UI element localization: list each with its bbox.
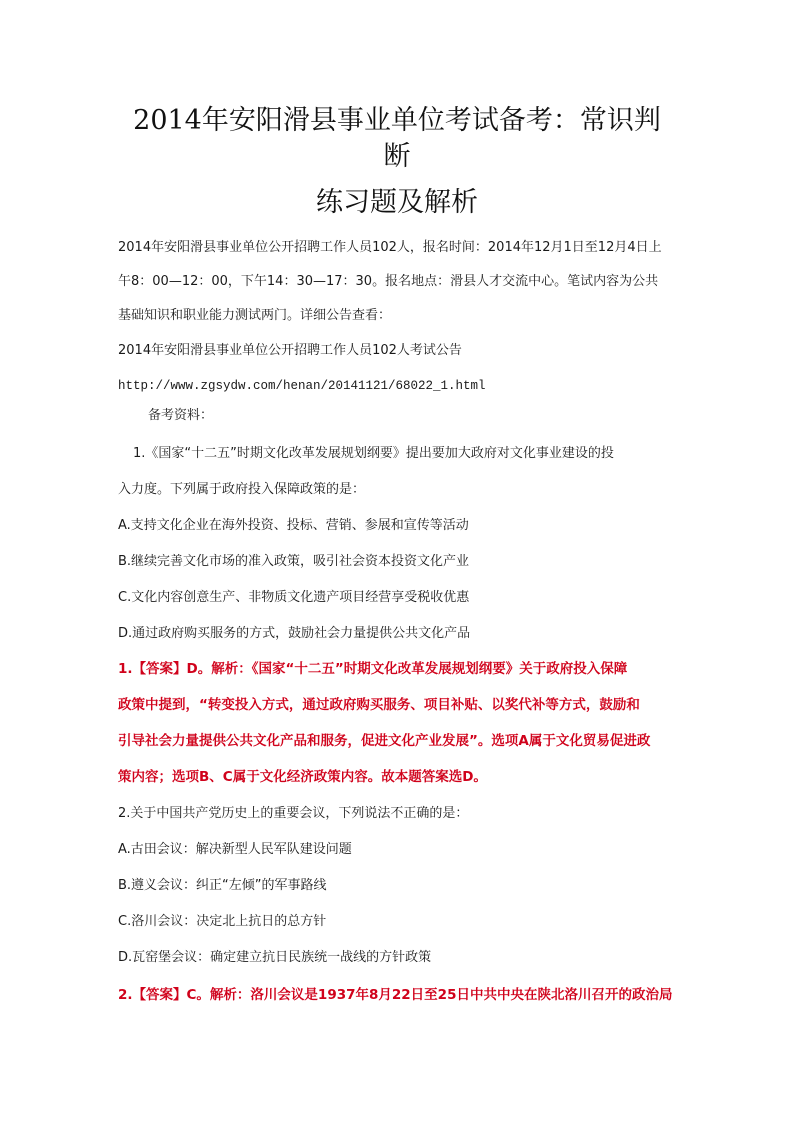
document-title-line-2: 断 bbox=[383, 141, 411, 172]
prep-label: 备考资料： bbox=[148, 408, 214, 423]
document-title-line-1: 2014年安阳滑县事业单位考试备考：常识判 bbox=[133, 105, 661, 136]
q1-option-c: C.文化内容创意生产、非物质文化遗产项目经营享受税收优惠 bbox=[118, 590, 470, 605]
q1-option-b: B.继续完善文化市场的准入政策，吸引社会资本投资文化产业 bbox=[118, 554, 470, 569]
q1-stem-line-2: 入力度。下列属于政府投入保障政策的是： bbox=[118, 482, 366, 497]
q2-option-c: C.洛川会议：决定北上抗日的总方针 bbox=[118, 914, 327, 929]
q2-answer-line-1: 2.【答案】C。解析：洛川会议是1937年8月22日至25日中共中央在陕北洛川召开的政治局 bbox=[118, 987, 673, 1003]
q1-stem-line-1: 1.《国家“十二五”时期文化改革发展规划纲要》提出要加大政府对文化事业建设的投 bbox=[133, 446, 614, 461]
intro-paragraph-line-2: 午8：00—12：00，下午14：30—17：30。报名地点：滑县人才交流中心。笔试内容为公共 bbox=[118, 274, 659, 289]
document-title-line-3: 练习题及解析 bbox=[316, 187, 478, 218]
q2-option-d: D.瓦窑堡会议：确定建立抗日民族统一战线的方针政策 bbox=[118, 950, 432, 965]
intro-paragraph-line-3: 基础知识和职业能力测试两门。详细公告查看： bbox=[118, 308, 392, 323]
q1-answer-line-4: 策内容；选项B、C属于文化经济政策内容。故本题答案选D。 bbox=[118, 769, 487, 785]
q1-answer-line-2: 政策中提到，“转变投入方式，通过政府购买服务、项目补贴、以奖代补等方式，鼓励和 bbox=[118, 697, 640, 713]
q1-answer-line-1: 1.【答案】D。解析：《国家“十二五”时期文化改革发展规划纲要》关于政府投入保障 bbox=[118, 661, 628, 677]
q2-option-b: B.遵义会议：纠正“左倾”的军事路线 bbox=[118, 878, 327, 893]
q2-stem: 2.关于中国共产党历史上的重要会议，下列说法不正确的是： bbox=[118, 806, 469, 821]
q1-answer-line-3: 引导社会力量提供公共文化产品和服务，促进文化产业发展”。选项A属于文化贸易促进政 bbox=[118, 733, 651, 749]
intro-paragraph-line-1: 2014年安阳滑县事业单位公开招聘工作人员102人，报名时间：2014年12月1日至12月4日上 bbox=[118, 240, 662, 255]
announcement-url[interactable]: http://www.zgsydw.com/henan/20141121/68022_1.html bbox=[118, 379, 486, 393]
q2-option-a: A.古田会议：解决新型人民军队建设问题 bbox=[118, 842, 352, 857]
announcement-title: 2014年安阳滑县事业单位公开招聘工作人员102人考试公告 bbox=[118, 343, 462, 358]
q1-option-a: A.支持文化企业在海外投资、投标、营销、参展和宣传等活动 bbox=[118, 518, 469, 533]
q1-option-d: D.通过政府购买服务的方式，鼓励社会力量提供公共文化产品 bbox=[118, 626, 471, 641]
